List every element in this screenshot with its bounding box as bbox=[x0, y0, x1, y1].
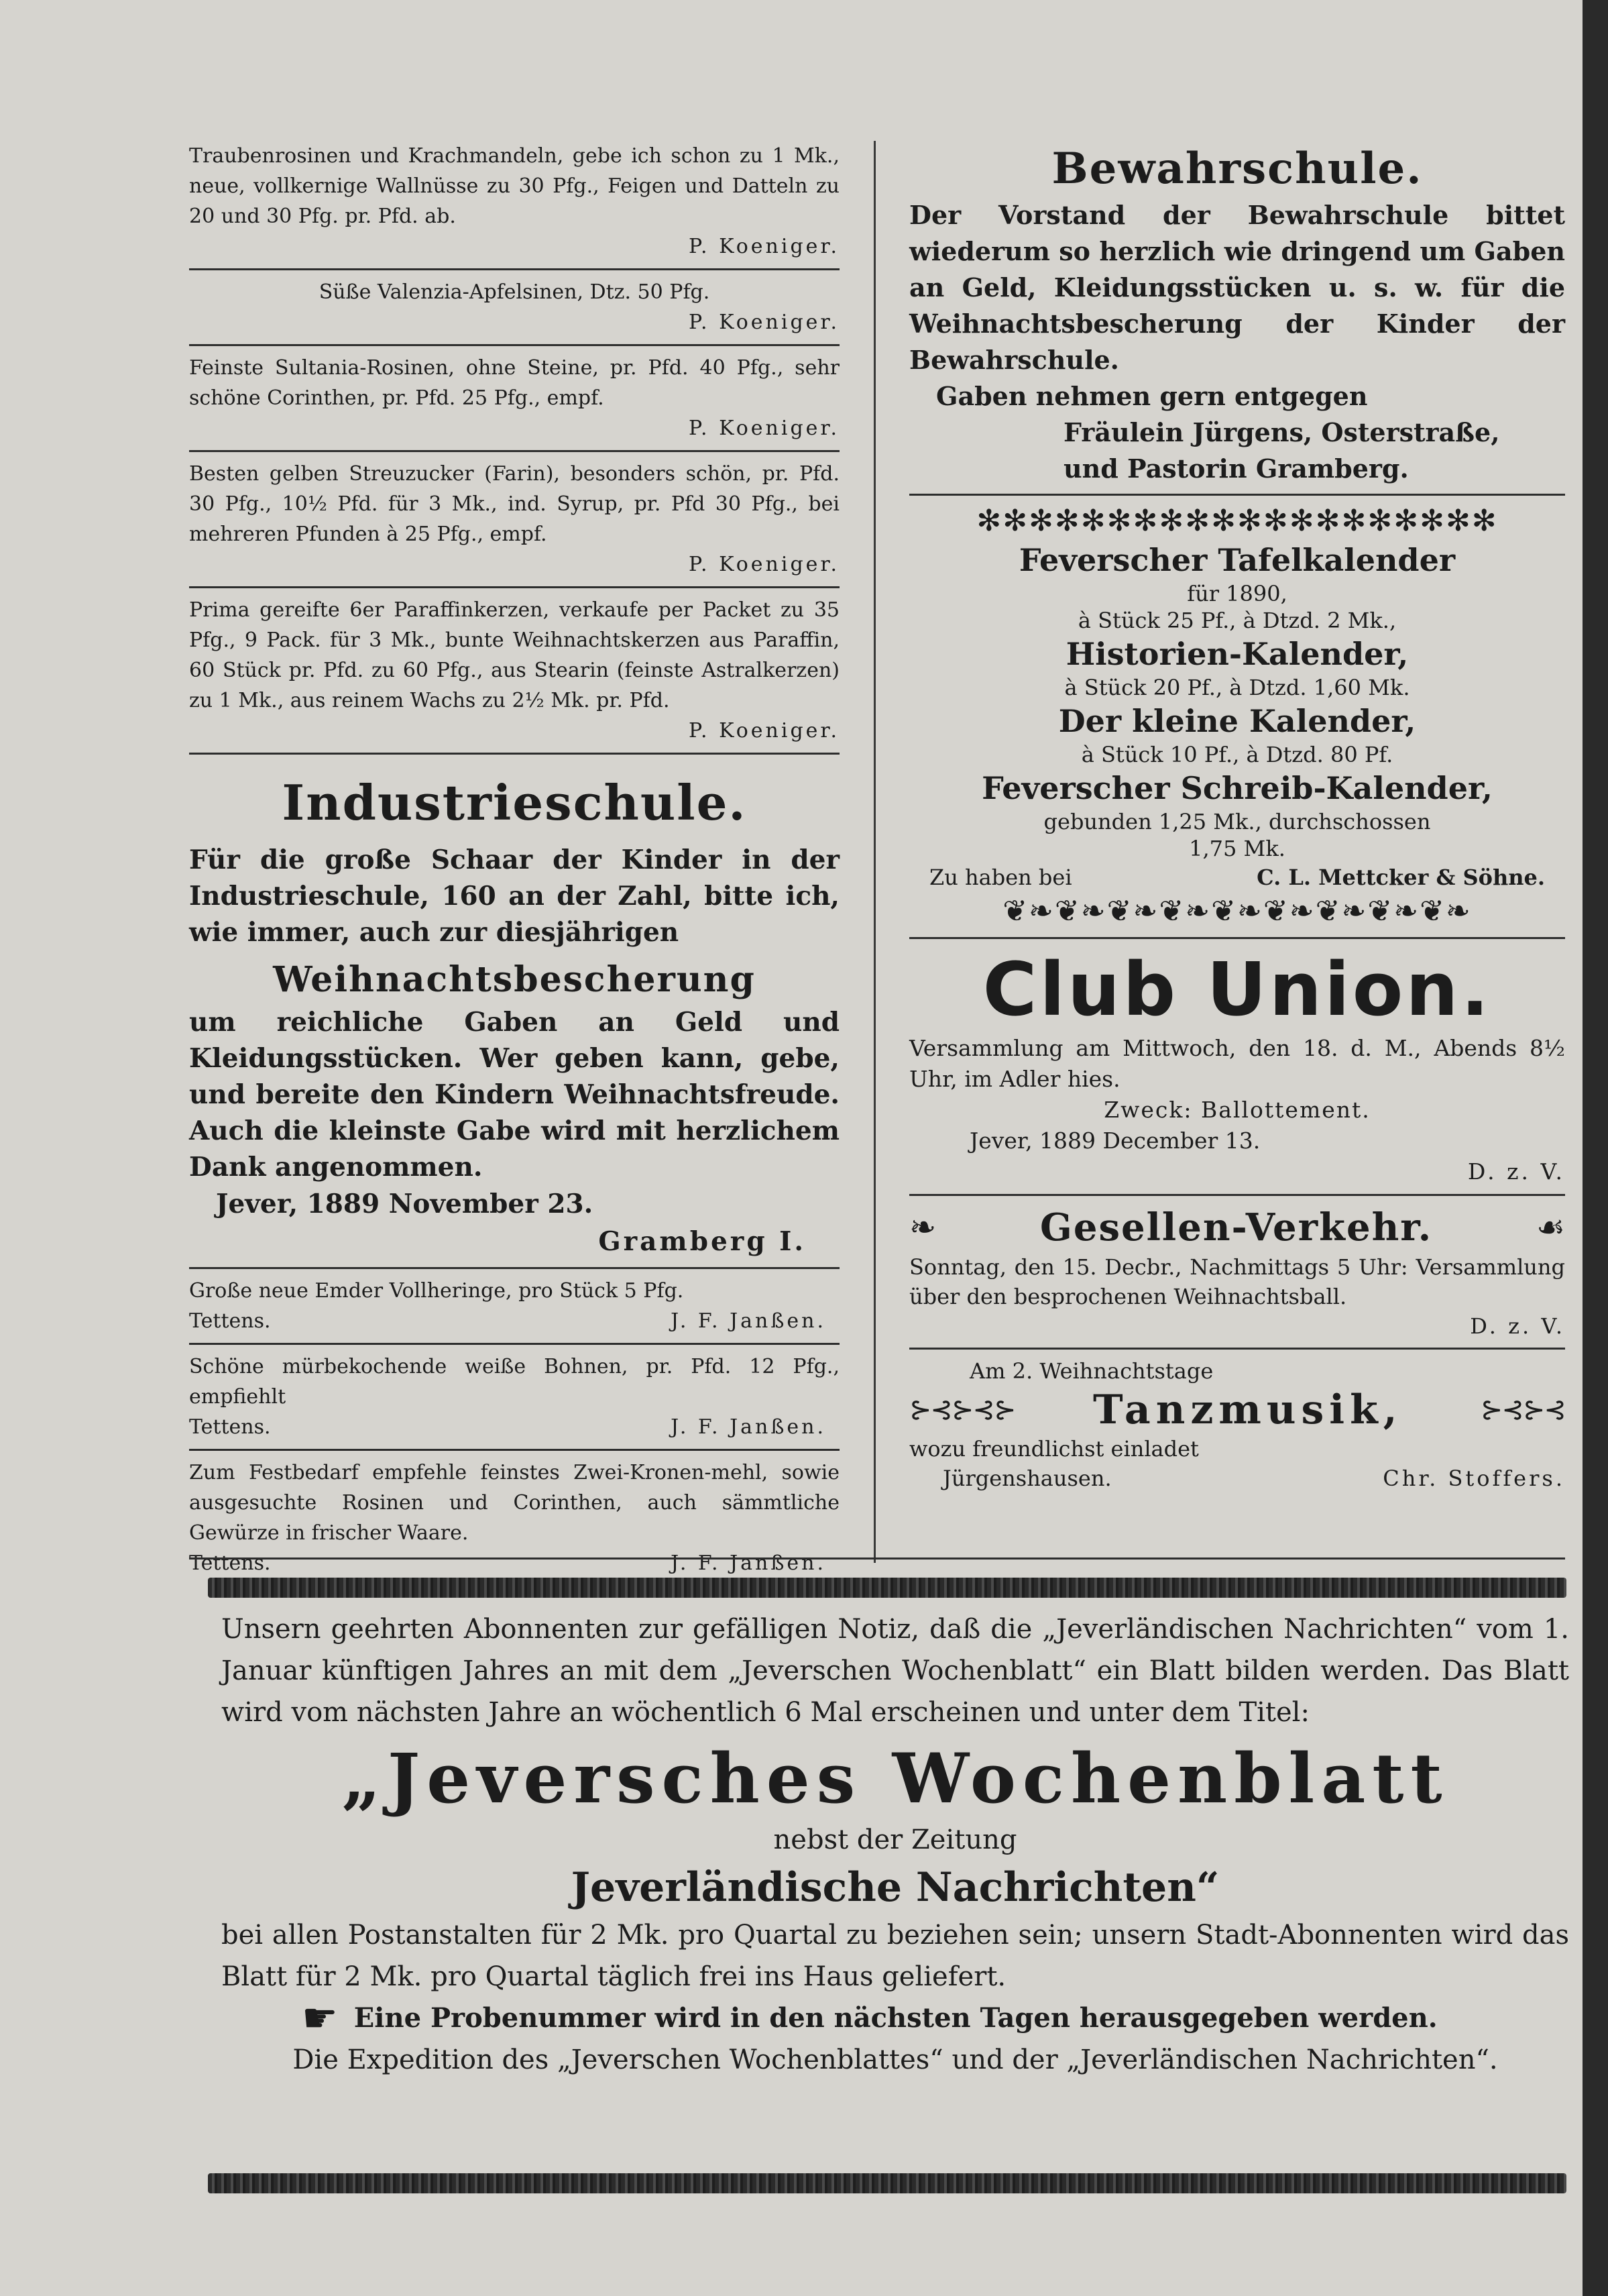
kalender-price-3: à Stück 10 Pf., à Dtzd. 80 Pf. bbox=[1081, 742, 1393, 767]
ad-industrieschule bbox=[189, 761, 840, 1260]
industrie-date: Jever, 1889 November 23. bbox=[216, 1189, 593, 1219]
gesellen-title: Gesellen-Verkehr. bbox=[1040, 1205, 1433, 1250]
industrie-subtitle: Weihnachtsbescherung bbox=[273, 959, 756, 1000]
divider bbox=[189, 1267, 840, 1269]
ad-gesellen-verkehr bbox=[909, 1203, 1565, 1341]
ad-bewahrschule bbox=[909, 141, 1565, 487]
ad-text: Zum Festbedarf empfehle feinstes Zwei-Kronen-mehl, sowie ausgesuchte Rosinen und Corinthen, auch sämmtliche Gewürze in frischer Waare. bbox=[189, 1461, 840, 1545]
notice-text-1: Unsern geehrten Abonnenten zur gefälligen Notiz, daß die „Jeverländischen Nachrichten“ vom 1. Januar künftigen Jahres an mit dem „Jeverschen Wochenblatt“ ein Blatt bilden werden. Das Blatt wird vom nächsten Jahre an wöchentlich 6 Mal erscheinen und unter dem Titel: bbox=[221, 1614, 1569, 1728]
gesellen-text: Sonntag, den 15. Decbr., Nachmittags 5 Uhr: Versammlung über den besprochenen Weihnachtsball. bbox=[909, 1254, 1565, 1309]
divider bbox=[189, 1557, 1565, 1560]
divider bbox=[189, 1343, 840, 1345]
ad-signature: P. Koeniger. bbox=[688, 417, 840, 440]
heavy-rule-bottom bbox=[208, 2173, 1566, 2193]
ad-text: Traubenrosinen und Krachmandeln, gebe ich schon zu 1 Mk., neue, vollkernige Wallnüsse zu 30 Pfg., Feigen und Datteln zu 20 und 30 Pfg. pr. Pfd. ab. bbox=[189, 144, 840, 228]
kalender-price-4b: 1,75 Mk. bbox=[1189, 836, 1285, 861]
ad-festbedarf bbox=[189, 1458, 840, 1578]
kalender-avail: Zu haben bei bbox=[929, 865, 1072, 890]
ornament-left-icon: ⊱⊰⊱⊰⊱ bbox=[909, 1395, 1015, 1425]
divider bbox=[909, 1348, 1565, 1350]
bewahr-text: Der Vorstand der Bewahrschule bittet wiederum so herzlich wie dringend um Gaben an Geld, Kleidungsstücken u. s. w. für die Weihnachtsbescherung der Kinder der Bewahrschule. bbox=[909, 200, 1565, 375]
notice-title: „Jeversches Wochenblatt bbox=[341, 1739, 1449, 1819]
flourish-right-icon: ☙ bbox=[1536, 1209, 1565, 1246]
kalender-price-1: à Stück 25 Pf., à Dtzd. 2 Mk., bbox=[1078, 608, 1397, 633]
divider bbox=[909, 937, 1565, 939]
kalender-title-3: Der kleine Kalender, bbox=[1058, 703, 1416, 739]
ad-signature: J. F. Janßen. bbox=[671, 1551, 826, 1575]
ornament-right-icon: ⊱⊰⊱⊰ bbox=[1480, 1395, 1565, 1425]
divider bbox=[189, 450, 840, 452]
notice-probe-row bbox=[221, 1995, 1569, 2042]
divider bbox=[909, 1194, 1565, 1196]
club-line-1: Versammlung am Mittwoch, den 18. d. M., Abends 8½ Uhr, im Adler hies. bbox=[909, 1035, 1565, 1092]
kalender-seller: C. L. Mettcker & Söhne. bbox=[1257, 865, 1545, 890]
ad-bohnen bbox=[189, 1352, 840, 1442]
ad-rosinen bbox=[189, 353, 840, 443]
notice-footer: Die Expedition des „Jeverschen Wochenblattes“ und der „Jeverländischen Nachrichten“. bbox=[292, 2044, 1498, 2075]
industrie-title: Industrieschule. bbox=[282, 774, 747, 831]
tanz-signature: Chr. Stoffers. bbox=[1383, 1466, 1565, 1491]
tanz-title: Tanzmusik, bbox=[1092, 1386, 1403, 1433]
ad-place: Tettens. bbox=[189, 1415, 271, 1439]
gesellen-signature: D. z. V. bbox=[1470, 1313, 1565, 1339]
ad-place: Tettens. bbox=[189, 1551, 271, 1575]
divider bbox=[189, 753, 840, 755]
ad-signature: P. Koeniger. bbox=[688, 719, 840, 743]
divider bbox=[189, 1449, 840, 1451]
ad-streuzucker bbox=[189, 459, 840, 580]
notice-title-2: Jeverländische Nachrichten“ bbox=[571, 1864, 1220, 1911]
pointing-hand-icon: ☛ bbox=[302, 1995, 338, 2042]
ad-apfelsinen bbox=[189, 277, 840, 337]
gesellen-header bbox=[909, 1203, 1565, 1252]
industrie-text-1: Für die große Schaar der Kinder in der Industrieschule, 160 an der Zahl, bitte ich, wie immer, auch zur diesjährigen bbox=[189, 844, 840, 948]
kalender-title-2: Historien-Kalender, bbox=[1066, 636, 1409, 672]
decorative-border-icon: ✻✻✻✻✻✻✻✻✻✻✻✻✻✻✻✻✻✻✻✻ bbox=[976, 504, 1498, 538]
column-divider bbox=[874, 141, 876, 1563]
tanz-line-2: wozu freundlichst einladet bbox=[909, 1436, 1199, 1462]
kalender-year: für 1890, bbox=[1187, 581, 1287, 606]
divider bbox=[909, 494, 1565, 496]
subscriber-notice bbox=[221, 1608, 1569, 2081]
bewahr-line-3: und Pastorin Gramberg. bbox=[1064, 453, 1409, 484]
ad-text: Schöne mürbekochende weiße Bohnen, pr. Pfd. 12 Pfg., empfiehlt bbox=[189, 1355, 840, 1409]
ad-tanzmusik bbox=[909, 1356, 1565, 1493]
bewahr-line-2: Fräulein Jürgens, Osterstraße, bbox=[1064, 417, 1500, 447]
ad-text: Besten gelben Streuzucker (Farin), besonders schön, pr. Pfd. 30 Pfg., 10½ Pfd. für 3 Mk., ind. Syrup, pr. Pfd 30 Pfg., bei mehreren Pfunden à 25 Pfg., empf. bbox=[189, 462, 840, 546]
bewahr-title: Bewahrschule. bbox=[1051, 144, 1423, 194]
divider bbox=[189, 586, 840, 588]
ad-footer bbox=[189, 1548, 840, 1578]
heavy-rule-top bbox=[208, 1578, 1566, 1598]
kalender-title-1: Feverscher Tafelkalender bbox=[1019, 542, 1456, 578]
ad-signature: J. F. Janßen. bbox=[671, 1415, 826, 1439]
ad-signature: P. Koeniger. bbox=[688, 553, 840, 576]
tanz-footer bbox=[909, 1464, 1565, 1493]
club-line-2: Zweck: Ballottement. bbox=[1104, 1097, 1371, 1123]
ad-traubenrosinen bbox=[189, 141, 840, 262]
divider bbox=[189, 344, 840, 346]
ad-signature: P. Koeniger. bbox=[688, 235, 840, 258]
notice-nebst: nebst der Zeitung bbox=[773, 1824, 1017, 1855]
ad-text: Süße Valenzia-Apfelsinen, Dtz. 50 Pfg. bbox=[319, 280, 710, 304]
ad-signature: P. Koeniger. bbox=[688, 311, 840, 334]
ad-place: Tettens. bbox=[189, 1309, 271, 1333]
industrie-signature: Gramberg I. bbox=[598, 1226, 806, 1257]
decorative-border-icon: ❦❧❦❧❦❧❦❧❦❧❦❧❦❧❦❧❦❧ bbox=[1002, 894, 1472, 928]
left-column bbox=[189, 141, 840, 1578]
kalender-price-4: gebunden 1,25 Mk., durchschossen bbox=[1043, 809, 1431, 834]
ad-kalender bbox=[909, 540, 1565, 893]
kalender-title-4: Feverscher Schreib-Kalender, bbox=[982, 770, 1493, 806]
club-signature: D. z. V. bbox=[1467, 1158, 1565, 1185]
bewahr-line-1: Gaben nehmen gern entgegen bbox=[936, 381, 1368, 411]
tanz-line-1: Am 2. Weihnachtstage bbox=[970, 1358, 1214, 1384]
kalender-footer bbox=[909, 862, 1565, 893]
tanz-header bbox=[909, 1386, 1565, 1434]
tanz-place: Jürgenshausen. bbox=[943, 1466, 1112, 1491]
ad-signature: J. F. Janßen. bbox=[671, 1309, 826, 1333]
industrie-text-2: um reichliche Gaben an Geld und Kleidungsstücken. Wer geben kann, gebe, und bereite den Kindern Weihnachtsfreude. Auch die kleinste Gabe wird mit herzlichem Dank angenommen. bbox=[189, 1007, 840, 1183]
ad-text: Große neue Emder Vollheringe, pro Stück 5 Pfg. bbox=[189, 1279, 684, 1303]
flourish-left-icon: ❧ bbox=[909, 1209, 937, 1246]
ad-footer bbox=[189, 1412, 840, 1442]
notice-probe: Eine Probenummer wird in den nächsten Tagen herausgegeben werden. bbox=[353, 2002, 1438, 2034]
right-column bbox=[909, 141, 1565, 1493]
club-title: Club Union. bbox=[982, 946, 1492, 1032]
page-edge bbox=[1583, 0, 1608, 2296]
divider bbox=[189, 268, 840, 270]
ad-text: Prima gereifte 6er Paraffinkerzen, verkaufe per Packet zu 35 Pfg., 9 Pack. für 3 Mk., bunte Weihnachtskerzen aus Paraffin, 60 Stück pr. Pfd. zu 60 Pfg., aus Stearin (feinste Astralkerzen) zu 1 Mk., aus reinem Wachs zu 2½ Mk. pr. Pfd. bbox=[189, 598, 840, 712]
club-line-3: Jever, 1889 December 13. bbox=[970, 1128, 1261, 1154]
ad-text: Feinste Sultania-Rosinen, ohne Steine, pr. Pfd. 40 Pfg., sehr schöne Corinthen, pr. Pfd. 25 Pfg., empf. bbox=[189, 356, 840, 410]
ad-footer bbox=[189, 1306, 840, 1336]
kalender-price-2: à Stück 20 Pf., à Dtzd. 1,60 Mk. bbox=[1064, 675, 1410, 700]
ad-club-union bbox=[909, 946, 1565, 1187]
ad-vollheringe bbox=[189, 1276, 840, 1336]
ad-paraffinkerzen bbox=[189, 595, 840, 746]
notice-text-2: bei allen Postanstalten für 2 Mk. pro Quartal zu beziehen sein; unsern Stadt-Abonnenten wird das Blatt für 2 Mk. pro Quartal täglich frei ins Haus geliefert. bbox=[221, 1920, 1569, 1992]
